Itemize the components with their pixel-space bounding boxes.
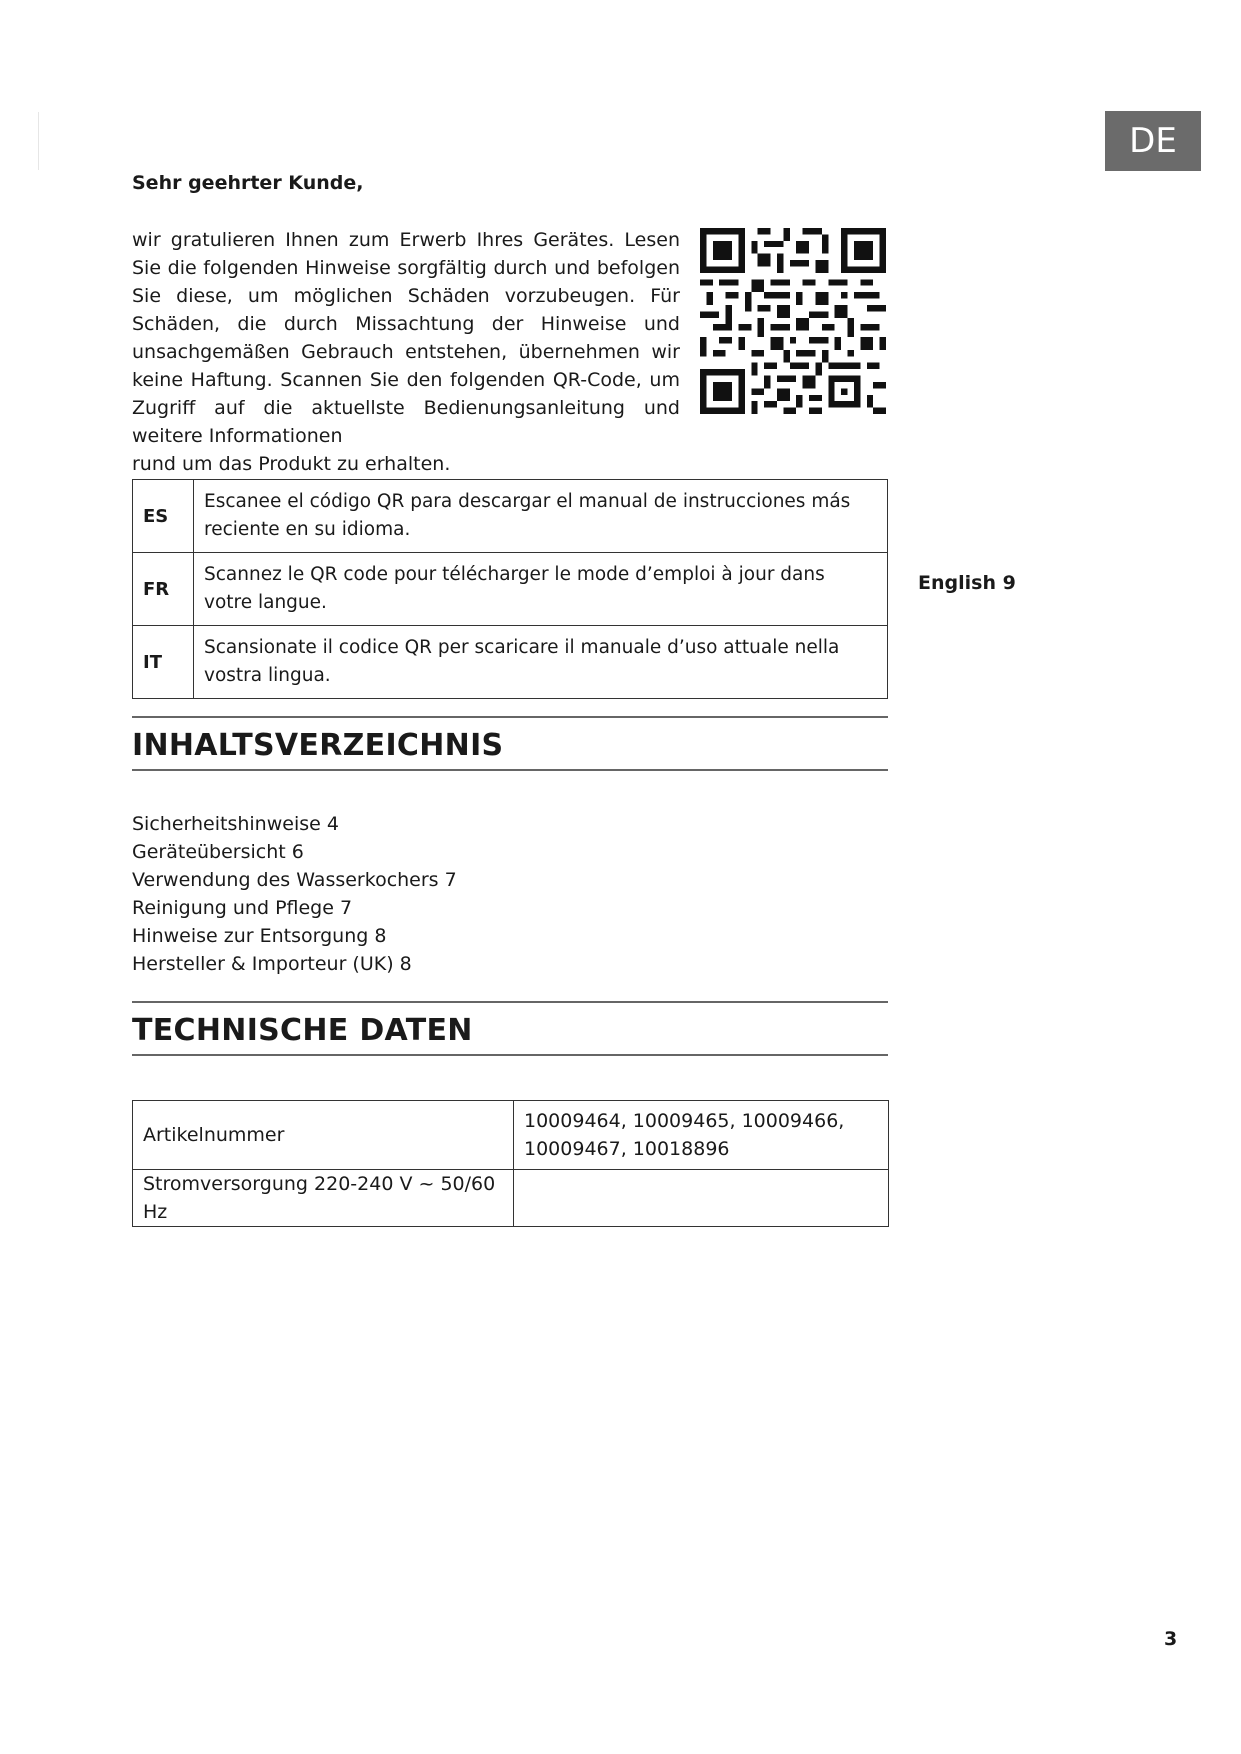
greeting: Sehr geehrter Kunde, (132, 172, 364, 194)
table-of-contents (132, 810, 457, 978)
margin-line (38, 112, 39, 170)
language-row-it (133, 626, 888, 699)
divider (132, 1001, 888, 1003)
power-supply-value (514, 1170, 889, 1227)
language-tab: DE (1105, 111, 1201, 171)
toc-item[interactable]: Sicherheitshinweise 4 (132, 813, 339, 835)
language-code: IT (133, 626, 194, 699)
toc-item[interactable]: Hinweise zur Entsorgung 8 (132, 925, 387, 947)
language-table (132, 479, 888, 699)
language-code: FR (133, 553, 194, 626)
divider (132, 1054, 888, 1056)
intro-paragraph (132, 226, 680, 478)
toc-item[interactable]: Verwendung des Wasserkochers 7 (132, 869, 457, 891)
article-number-line: 10009464, 10009465, 10009466, (524, 1110, 845, 1132)
specs-row-article (133, 1101, 889, 1170)
toc-item[interactable]: Geräteübersicht 6 (132, 841, 304, 863)
intro-text: wir gratulieren Ihnen zum Erwerb Ihres Gerätes. Lesen Sie die folgenden Hinweise sorgfältig durch und befolgen Sie diese, um möglichen Schäden vorzubeugen. Für Schäden, die durch Missachtung der Hinweise und unsachgemäßen Gebrauch entstehen, übernehmen wir keine Haftung. Scannen Sie den folgenden QR-Code, um Zugriff auf die aktuellste Bedienungsanleitung und weitere Informationen (132, 229, 680, 447)
specs-table (132, 1100, 889, 1227)
page-number: 3 (1164, 1628, 1178, 1650)
qr-code-icon[interactable] (700, 228, 886, 414)
language-text: Escanee el código QR para descargar el manual de instrucciones más reciente en su idioma. (194, 480, 888, 553)
specs-heading: TECHNISCHE DATEN (132, 1013, 473, 1048)
language-code: ES (133, 480, 194, 553)
language-text: Scansionate il codice QR per scaricare il manuale d’uso attuale nella vostra lingua. (194, 626, 888, 699)
article-number-label: Artikelnummer (133, 1101, 514, 1170)
power-supply-label: Stromversorgung 220-240 V ~ 50/60 Hz (133, 1170, 514, 1227)
toc-heading: INHALTSVERZEICHNIS (132, 728, 504, 763)
intro-text-last: rund um das Produkt zu erhalten. (132, 453, 451, 475)
divider (132, 716, 888, 718)
toc-item[interactable]: Reinigung und Pflege 7 (132, 897, 353, 919)
language-text: Scannez le QR code pour télécharger le mode d’emploi à jour dans votre langue. (194, 553, 888, 626)
toc-item[interactable]: Hersteller & Importeur (UK) 8 (132, 953, 412, 975)
english-section-link[interactable]: English 9 (918, 572, 1016, 594)
specs-row-power (133, 1170, 889, 1227)
article-number-line: 10009467, 10018896 (524, 1138, 730, 1160)
article-number-value (514, 1101, 889, 1170)
language-row-fr (133, 553, 888, 626)
language-row-es (133, 480, 888, 553)
divider (132, 769, 888, 771)
